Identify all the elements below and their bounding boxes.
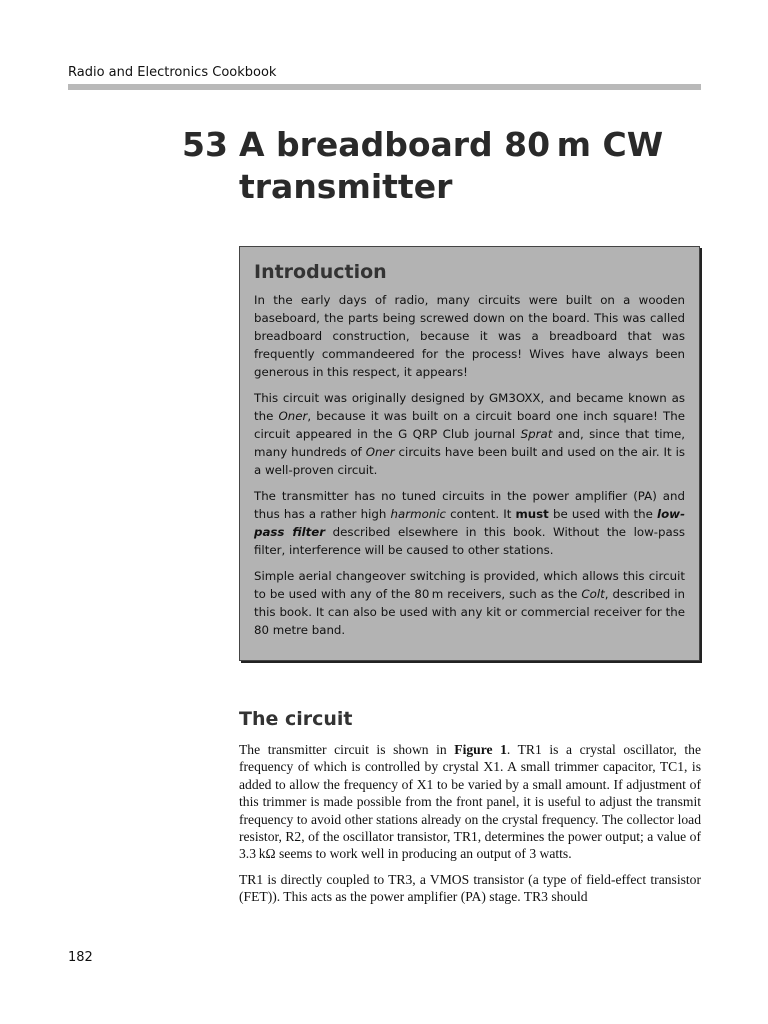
intro-paragraph: In the early days of radio, many circuits were built on a wooden baseboard, the parts being screwed down on the board. This was called breadboard construction, because it was a breadboard that was frequently commandeered for the process! Wives have always been generous in this respect, it appears! (254, 293, 685, 379)
chapter-title-text: A breadboard 80 m CW transmitter (239, 125, 664, 206)
text-run: , described in this book. It can also be used with any kit or commercial receiver for the 80 metre band. (254, 587, 686, 637)
strong-text: must (515, 507, 549, 521)
emphasis-text: Oner (365, 445, 395, 459)
text-run: The transmitter circuit is shown in (239, 742, 455, 757)
body-paragraph: TR1 is directly coupled to TR3, a VMOS transistor (a type of field-effect transistor (FET)). This acts as the power amplifier (PA) stage. TR3 should (239, 871, 701, 905)
chapter-title (182, 124, 702, 208)
intro-paragraph (254, 567, 685, 639)
emphasis-text: low-pass filter (254, 507, 685, 539)
introduction-heading: Introduction (254, 261, 387, 283)
emphasis-text: Colt (581, 587, 605, 601)
text-run: content. It (446, 507, 516, 521)
text-run: Simple aerial changeover switching is provided, which allows this circuit to be used with any of the 80 m receivers, such as the (254, 569, 685, 601)
circuit-heading: The circuit (239, 708, 353, 730)
intro-paragraph (254, 389, 685, 479)
text-run: . TR1 is a crystal oscillator, the frequency of which is controlled by crystal X1. A small trimmer capacitor, TC1, is added to allow the frequency of X1 to be varied by a small amount. If adjustment of this trimmer is made possible from the front panel, it is useful to adjust the transmit frequency to avoid other stations already on the crystal frequency. The collector load resistor, R2, of the oscillator transistor, TR1, determines the power output; a value of 3.3 kΩ seems to work well in producing an output of 3 watts. (239, 742, 701, 862)
text-run: This circuit was originally designed by GM3OXX, and became known as the (254, 391, 685, 423)
introduction-box (239, 246, 700, 661)
running-head: Radio and Electronics Cookbook (68, 65, 277, 80)
header-rule (68, 84, 701, 90)
text-run: and, since that time, many hundreds of (254, 427, 685, 459)
text-run: be used with the (548, 507, 658, 521)
emphasis-text: Sprat (520, 427, 553, 441)
emphasis-text: Oner (278, 409, 308, 423)
page-number: 182 (68, 950, 93, 965)
intro-paragraph (254, 487, 685, 559)
circuit-section (239, 706, 701, 914)
figure-reference: Figure 1 (454, 742, 507, 757)
text-run: described elsewhere in this book. Without the low-pass filter, interference will be caused to other stations. (254, 525, 686, 557)
text-run: , because it was built on a circuit board one inch square! The circuit appeared in the G QRP Club journal (254, 409, 685, 441)
text-run: circuits have been built and used on the air. It is a well-proven circuit. (254, 445, 685, 477)
emphasis-text: harmonic (390, 507, 447, 521)
chapter-number: 53 (182, 125, 228, 164)
body-paragraph (239, 741, 701, 863)
text-run: The transmitter has no tuned circuits in the power amplifier (PA) and thus has a rather high (254, 489, 685, 521)
